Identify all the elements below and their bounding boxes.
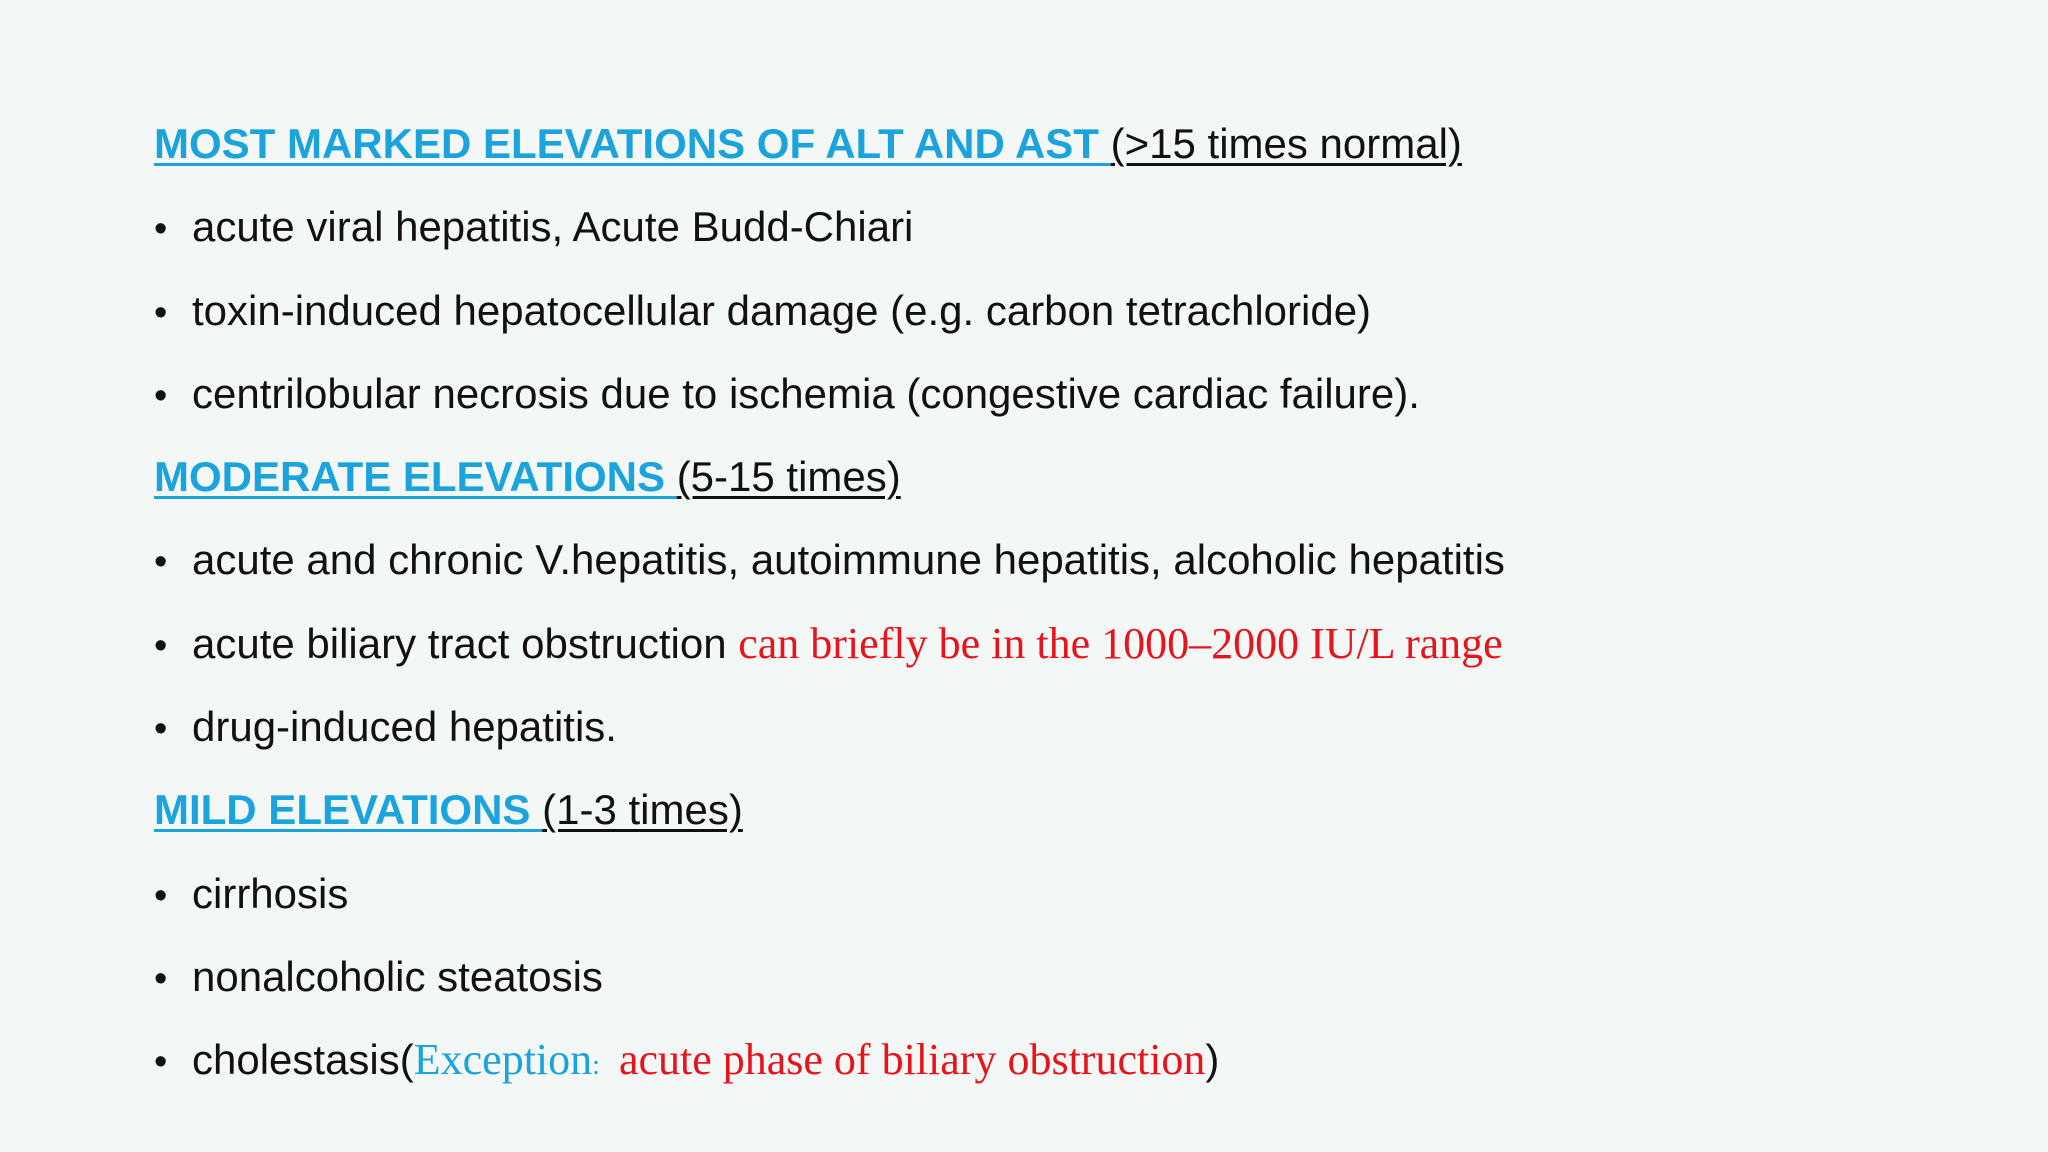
section-heading-mild — [154, 778, 1974, 861]
heading-title: MODERATE ELEVATIONS — [154, 453, 677, 501]
section-heading-most-marked — [154, 112, 1974, 195]
list-item — [154, 528, 1974, 611]
exception-colon: : — [592, 1050, 600, 1082]
heading-range: (1-3 times) — [542, 786, 743, 834]
list-item-text: acute viral hepatitis, Acute Budd-Chiari — [192, 203, 914, 251]
closing-paren: ) — [1205, 1036, 1220, 1084]
slide-content — [154, 112, 1974, 1112]
list-item — [154, 1028, 1974, 1111]
list-item-text: acute biliary tract obstruction — [192, 619, 739, 667]
bullet-icon: • — [154, 1041, 168, 1084]
list-item — [154, 862, 1974, 945]
list-item-text: cholestasis( — [192, 1036, 414, 1084]
bullet-icon: • — [154, 541, 168, 584]
heading-title: MOST MARKED ELEVATIONS OF ALT AND AST — [154, 120, 1111, 167]
list-item — [154, 279, 1974, 362]
list-item-text: toxin-induced hepatocellular damage (e.g. carbon tetrachloride) — [192, 286, 1372, 334]
section-heading-moderate — [154, 445, 1974, 528]
list-item-text: cirrhosis — [192, 869, 349, 917]
list-item — [154, 945, 1974, 1028]
heading-range: (>15 times normal) — [1110, 120, 1462, 167]
list-item — [154, 612, 1974, 695]
list-item-text: acute and chronic V.hepatitis, autoimmune hepatitis, alcoholic hepatitis — [192, 536, 1505, 584]
range-note: can briefly be in the 1000–2000 IU/L range — [738, 618, 1503, 668]
bullet-icon: • — [154, 374, 168, 417]
bullet-icon: • — [154, 208, 168, 251]
bullet-icon: • — [154, 708, 168, 751]
list-item-text: drug-induced hepatitis. — [192, 703, 617, 751]
list-item — [154, 195, 1974, 278]
list-item-text: nonalcoholic steatosis — [192, 952, 603, 1000]
exception-label: Exception — [413, 1035, 593, 1085]
heading-title: MILD ELEVATIONS — [154, 786, 543, 834]
heading-range: (5-15 times) — [676, 453, 901, 501]
bullet-icon: • — [154, 874, 168, 917]
list-item — [154, 362, 1974, 445]
list-item — [154, 695, 1974, 778]
bullet-icon: • — [154, 957, 168, 1000]
bullet-icon: • — [154, 624, 168, 667]
list-item-text: centrilobular necrosis due to ischemia (congestive cardiac failure). — [192, 369, 1420, 417]
bullet-icon: • — [154, 291, 168, 334]
exception-text: acute phase of biliary obstruction — [607, 1035, 1206, 1085]
